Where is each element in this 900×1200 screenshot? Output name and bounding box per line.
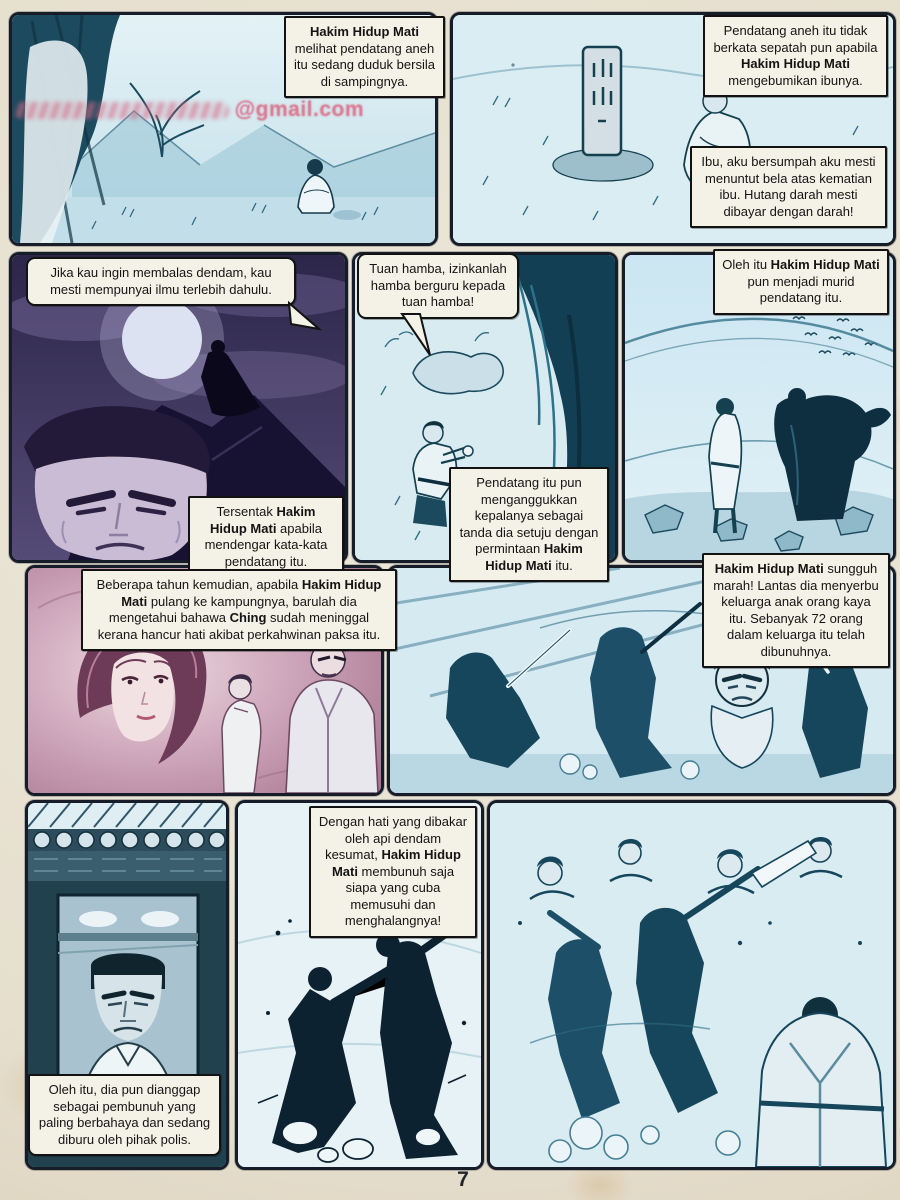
- watermark-email-text: @gmail.com: [234, 98, 364, 121]
- caption-r2p2: Pendatang itu pun menganggukkan kepalanya sebagai tanda dia setuju dengan permintaan Hakim Hidup Mati itu.: [449, 467, 609, 582]
- caption-r2p3: Oleh itu Hakim Hidup Mati pun menjadi murid pendatang itu.: [713, 249, 889, 315]
- speech-r2p2: Tuan hamba, izinkanlah hamba berguru kepada tuan hamba!: [357, 253, 519, 319]
- caption-r4p2: Dengan hati yang dibakar oleh api dendam kesumat, Hakim Hidup Mati membunuh saja siapa yang cuba memusuhi dan menghalangnya!: [309, 806, 477, 938]
- caption-r2p1: Tersentak Hakim Hidup Mati apabila mendengar kata-kata pendatang itu.: [188, 496, 344, 578]
- speech-r2p1-tail: [288, 300, 322, 332]
- speech-r2p2-tail: [398, 313, 434, 357]
- caption-r3p2: Hakim Hidup Mati sungguh marah! Lantas dia menyerbu keluarga anak orang kaya itu. Sebanyak 72 orang dalam keluarga itu telah dibunuhnya.: [702, 553, 890, 668]
- caption-r1p2: Pendatang aneh itu tidak berkata sepatah pun apabila Hakim Hidup Mati mengebumikan ibunya.: [703, 15, 888, 97]
- speech-r1p2: Ibu, aku bersumpah aku mesti menuntut bela atas kematian ibu. Hutang darah mesti dibayar dengan darah!: [690, 146, 887, 228]
- panel-row4-right-art: [490, 803, 893, 1167]
- panel-row4-right: [487, 800, 896, 1170]
- speech-r2p1: Jika kau ingin membalas dendam, kau mesti mempunyai ilmu terlebih dahulu.: [26, 257, 296, 306]
- page-number: 7: [457, 1168, 469, 1191]
- caption-r3p1: Beberapa tahun kemudian, apabila Hakim Hidup Mati pulang ke kampungnya, barulah dia mengetahui bahawa Ching sudah meninggal kerana hancur hati akibat perkahwinan paksa itu.: [81, 569, 397, 651]
- caption-r1p1: Hakim Hidup Mati melihat pendatang aneh itu sedang duduk bersila di sampingnya.: [284, 16, 445, 98]
- caption-r4p1: Oleh itu, dia pun dianggap sebagai pembunuh yang paling berbahaya dan sedang diburu oleh pihak polis.: [28, 1074, 221, 1156]
